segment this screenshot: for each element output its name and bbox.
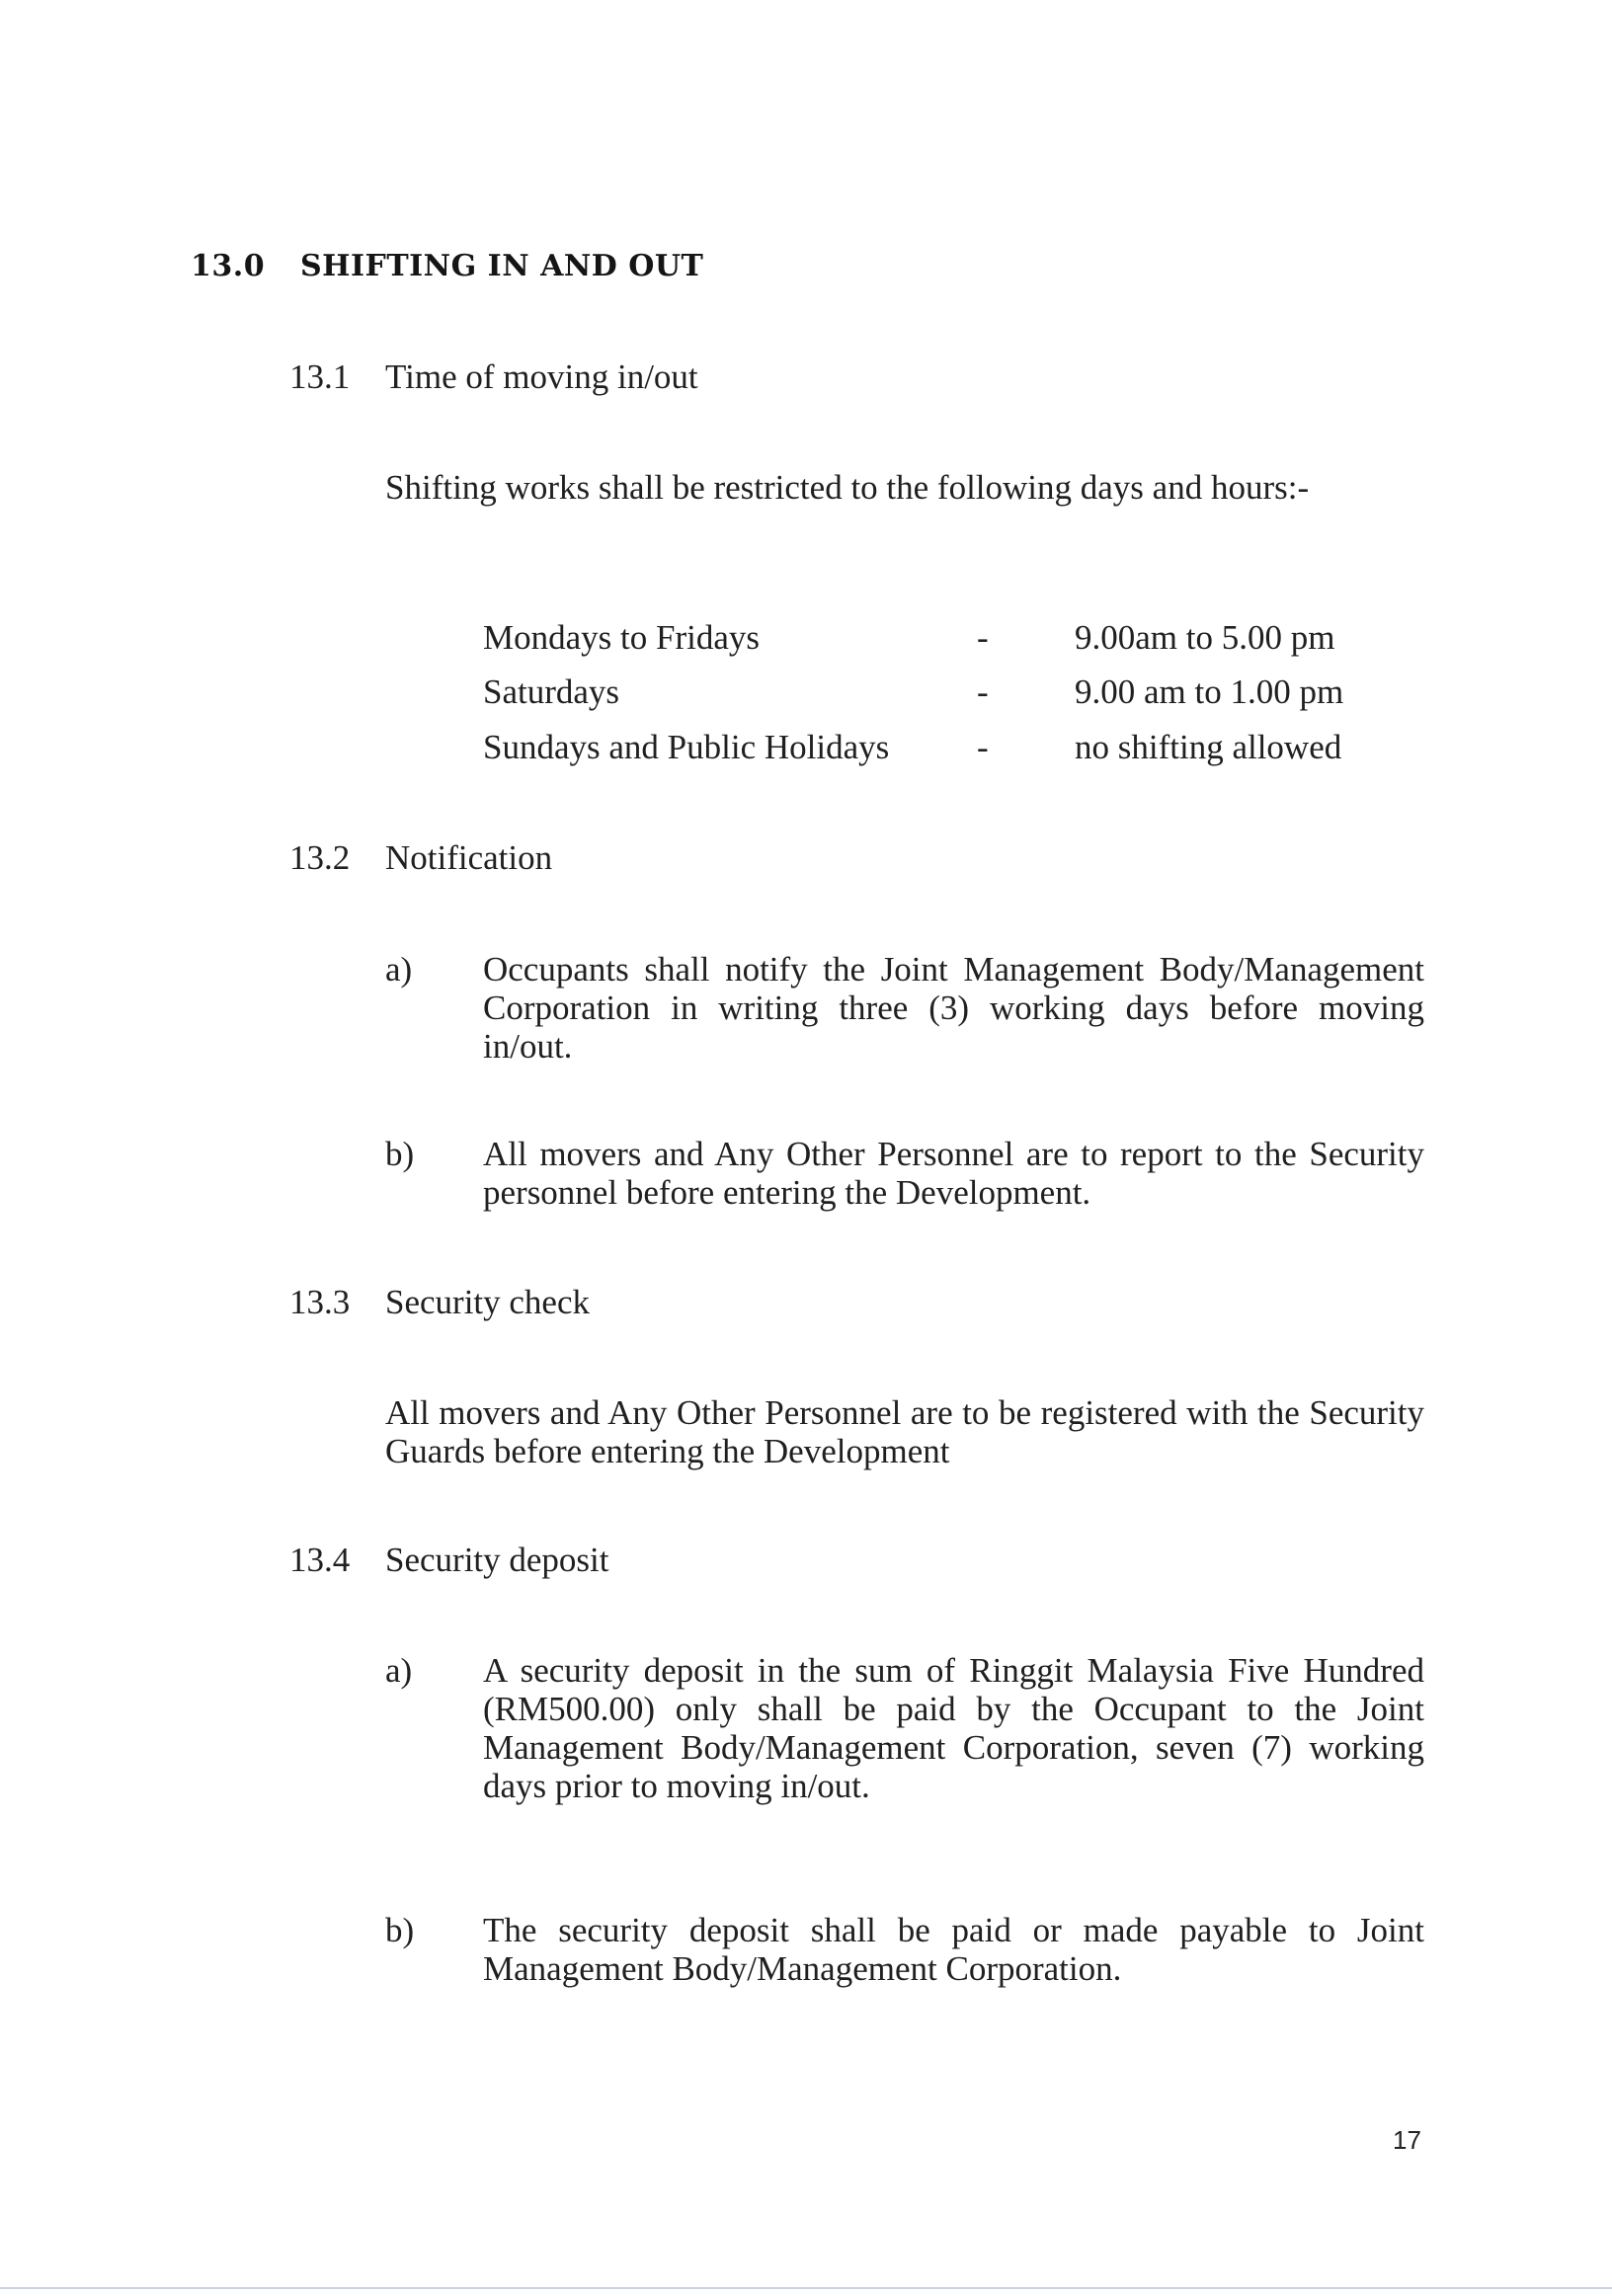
section-heading xyxy=(191,249,703,283)
schedule-hours: 9.00 am to 1.00 pm xyxy=(1075,673,1344,711)
list-item-text: All movers and Any Other Personnel are to report to the Security personnel before entering the Development. xyxy=(483,1135,1424,1212)
bottom-edge-divider xyxy=(0,2287,1612,2289)
subsection-heading-13-1: Time of moving in/out xyxy=(385,357,698,396)
subsection-number-13-1: 13.1 xyxy=(289,357,351,396)
schedule-hours: 9.00am to 5.00 pm xyxy=(1075,618,1335,657)
subsection-heading-13-3: Security check xyxy=(385,1283,590,1321)
schedule-dash: - xyxy=(977,618,989,657)
list-item-label: a) xyxy=(385,1651,413,1690)
schedule-day: Mondays to Fridays xyxy=(483,618,760,657)
schedule-hours: no shifting allowed xyxy=(1075,728,1342,766)
schedule-day: Sundays and Public Holidays xyxy=(483,728,890,766)
subsection-number-13-2: 13.2 xyxy=(289,838,351,877)
subsection-number-13-4: 13.4 xyxy=(289,1541,351,1579)
list-item-label: b) xyxy=(385,1135,415,1173)
list-item-label: a) xyxy=(385,950,413,989)
page-number: 17 xyxy=(1393,2125,1421,2155)
subsection-heading-13-2: Notification xyxy=(385,838,553,877)
schedule-intro: Shifting works shall be restricted to the following days and hours:- xyxy=(385,468,1310,507)
schedule-dash: - xyxy=(977,673,989,711)
list-item-text: The security deposit shall be paid or made payable to Joint Management Body/Management Corporation. xyxy=(483,1911,1424,1988)
list-item-text: A security deposit in the sum of Ringgit Malaysia Five Hundred (RM500.00) only shall be paid by the Occupant to the Joint Management Body/Management Corporation, seven (7) working days prior to moving in/out. xyxy=(483,1651,1424,1805)
section-title: SHIFTING IN AND OUT xyxy=(299,249,704,283)
schedule-day: Saturdays xyxy=(483,673,620,711)
list-item-label: b) xyxy=(385,1911,415,1949)
security-check-text: All movers and Any Other Personnel are to be registered with the Security Guards before entering the Development xyxy=(385,1393,1424,1470)
list-item-text: Occupants shall notify the Joint Management Body/Management Corporation in writing three (3) working days before moving in/out. xyxy=(483,950,1424,1066)
subsection-heading-13-4: Security deposit xyxy=(385,1541,609,1579)
schedule-dash: - xyxy=(977,728,989,766)
section-number: 13.0 xyxy=(191,249,266,283)
subsection-number-13-3: 13.3 xyxy=(289,1283,351,1321)
